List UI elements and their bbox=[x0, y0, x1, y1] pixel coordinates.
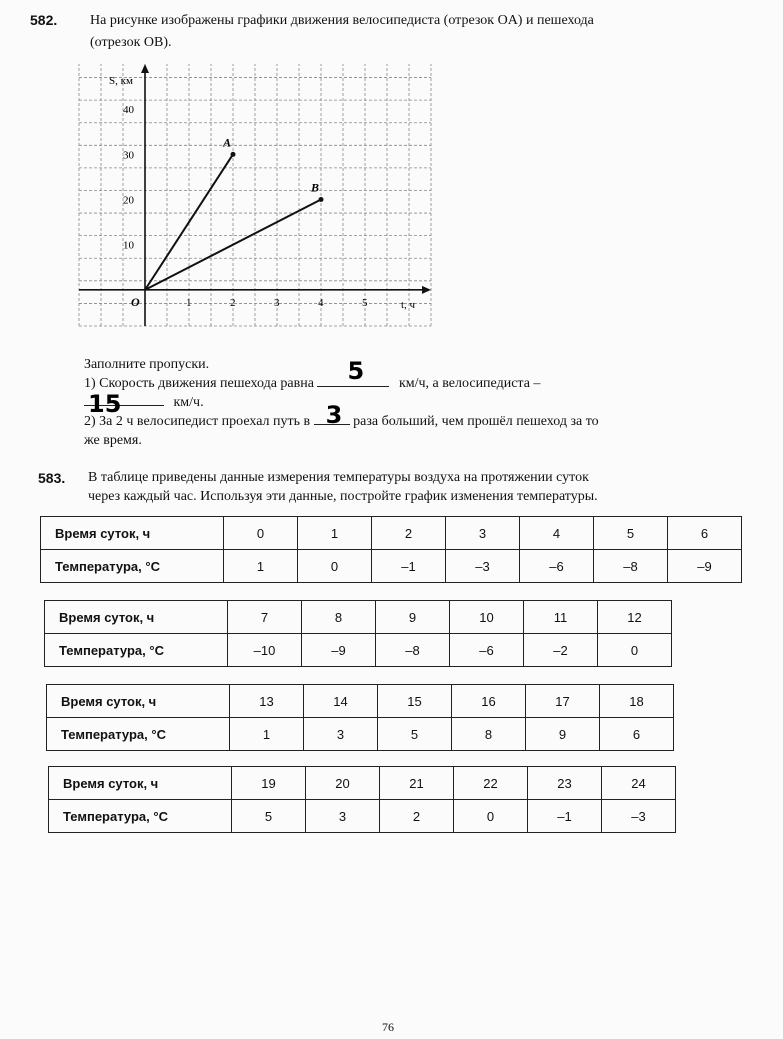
row-label-time: Время суток, ч bbox=[49, 767, 232, 800]
x-tick-label: 2 bbox=[230, 296, 236, 309]
x-tick-label: 4 bbox=[318, 296, 324, 309]
table-row-temp bbox=[45, 634, 672, 667]
y-axis-arrow bbox=[141, 64, 149, 73]
q2-end: раза больший, чем прошёл пешеход за то bbox=[353, 414, 599, 429]
hour-cell: 17 bbox=[526, 685, 600, 718]
origin-label: O bbox=[131, 294, 140, 309]
hour-cell: 13 bbox=[230, 685, 304, 718]
x-tick-label: 5 bbox=[362, 296, 368, 309]
hour-cell: 11 bbox=[524, 601, 598, 634]
y-axis-label: S, км bbox=[109, 75, 133, 87]
table-row-time bbox=[41, 517, 742, 550]
problem-582-text-line2: (отрезок OB). bbox=[90, 35, 172, 50]
hour-cell: 7 bbox=[228, 601, 302, 634]
hour-cell: 2 bbox=[372, 517, 446, 550]
temp-cell: –6 bbox=[520, 550, 594, 583]
temp-cell: –8 bbox=[376, 634, 450, 667]
temperature-table-2 bbox=[44, 600, 672, 667]
q1-start: 1) Скорость движения пешехода равна bbox=[84, 376, 314, 391]
hour-cell: 15 bbox=[378, 685, 452, 718]
temp-cell: –3 bbox=[602, 800, 676, 833]
hour-cell: 12 bbox=[598, 601, 672, 634]
temp-cell: –2 bbox=[524, 634, 598, 667]
temperature-table-4 bbox=[48, 766, 676, 833]
hour-cell: 20 bbox=[306, 767, 380, 800]
problem-583-number: 583. bbox=[38, 470, 66, 486]
hour-cell: 16 bbox=[452, 685, 526, 718]
hour-cell: 0 bbox=[224, 517, 298, 550]
problem-583-text-line2: через каждый час. Используя эти данные, постройте график изменения температуры. bbox=[88, 489, 598, 504]
table-row-temp bbox=[47, 718, 674, 751]
hour-cell: 23 bbox=[528, 767, 602, 800]
q2-answer-blank[interactable] bbox=[314, 401, 350, 429]
x-axis-label: t, ч bbox=[401, 298, 416, 311]
x-tick-label: 3 bbox=[274, 296, 280, 309]
temp-cell: 2 bbox=[380, 800, 454, 833]
temp-cell: –9 bbox=[302, 634, 376, 667]
x-tick-label: 1 bbox=[186, 296, 192, 309]
temp-cell: 5 bbox=[232, 800, 306, 833]
temp-cell: 5 bbox=[378, 718, 452, 751]
q1-answer-blank[interactable] bbox=[317, 357, 389, 387]
temperature-table-3 bbox=[46, 684, 674, 751]
temp-cell: 3 bbox=[306, 800, 380, 833]
problem-583-text-line1: В таблице приведены данные измерения температуры воздуха на протяжении суток bbox=[88, 470, 589, 485]
table-row-temp bbox=[41, 550, 742, 583]
question-1-line2 bbox=[84, 390, 204, 418]
table-row-time bbox=[45, 601, 672, 634]
temperature-table-1 bbox=[40, 516, 742, 583]
hour-cell: 14 bbox=[304, 685, 378, 718]
row-label-time: Время суток, ч bbox=[47, 685, 230, 718]
y-tick-label: 20 bbox=[123, 194, 134, 207]
temp-cell: –1 bbox=[528, 800, 602, 833]
series-label-B: B bbox=[311, 180, 320, 195]
hour-cell: 4 bbox=[520, 517, 594, 550]
hour-cell: 24 bbox=[602, 767, 676, 800]
fill-prompt: Заполните пропуски. bbox=[84, 357, 210, 372]
temp-cell: –8 bbox=[594, 550, 668, 583]
series-endpoint-A bbox=[231, 152, 236, 157]
page-number: 76 bbox=[382, 1020, 394, 1034]
q1-end: км/ч. bbox=[173, 395, 204, 410]
temp-cell: –10 bbox=[228, 634, 302, 667]
table-row-temp bbox=[49, 800, 676, 833]
q1-answer: 5 bbox=[347, 357, 365, 385]
q1-answer2-blank[interactable] bbox=[84, 390, 164, 418]
hour-cell: 6 bbox=[668, 517, 742, 550]
series-endpoint-B bbox=[319, 197, 324, 202]
hour-cell: 22 bbox=[454, 767, 528, 800]
y-tick-label: 30 bbox=[123, 149, 134, 162]
hour-cell: 3 bbox=[446, 517, 520, 550]
hour-cell: 19 bbox=[232, 767, 306, 800]
hour-cell: 10 bbox=[450, 601, 524, 634]
temp-cell: 8 bbox=[452, 718, 526, 751]
temp-cell: 0 bbox=[598, 634, 672, 667]
temp-cell: 1 bbox=[230, 718, 304, 751]
row-label-temp: Температура, °С bbox=[49, 800, 232, 833]
temp-cell: –9 bbox=[668, 550, 742, 583]
problem-582-number: 582. bbox=[30, 12, 58, 28]
table-row-time bbox=[47, 685, 674, 718]
temp-cell: 6 bbox=[600, 718, 674, 751]
temp-cell: –6 bbox=[450, 634, 524, 667]
row-label-temp: Температура, °С bbox=[45, 634, 228, 667]
row-label-temp: Температура, °С bbox=[41, 550, 224, 583]
temp-cell: 0 bbox=[454, 800, 528, 833]
y-tick-label: 40 bbox=[123, 104, 134, 117]
table-row-time bbox=[49, 767, 676, 800]
temp-cell: 0 bbox=[298, 550, 372, 583]
question-2-line2: же время. bbox=[84, 433, 142, 448]
q1-answer2: 15 bbox=[88, 390, 122, 418]
q1-mid: км/ч, а велосипедиста – bbox=[398, 376, 541, 391]
temp-cell: –1 bbox=[372, 550, 446, 583]
hour-cell: 5 bbox=[594, 517, 668, 550]
temp-cell: 1 bbox=[224, 550, 298, 583]
temp-cell: 9 bbox=[526, 718, 600, 751]
hour-cell: 1 bbox=[298, 517, 372, 550]
row-label-time: Время суток, ч bbox=[41, 517, 224, 550]
row-label-time: Время суток, ч bbox=[45, 601, 228, 634]
hour-cell: 21 bbox=[380, 767, 454, 800]
motion-graph bbox=[75, 60, 445, 340]
hour-cell: 9 bbox=[376, 601, 450, 634]
y-tick-label: 10 bbox=[123, 239, 134, 252]
hour-cell: 18 bbox=[600, 685, 674, 718]
series-label-A: A bbox=[223, 135, 232, 150]
x-axis-arrow bbox=[422, 286, 431, 294]
temp-cell: –3 bbox=[446, 550, 520, 583]
row-label-temp: Температура, °С bbox=[47, 718, 230, 751]
hour-cell: 8 bbox=[302, 601, 376, 634]
problem-582-text-line1: На рисунке изображены графики движения велосипедиста (отрезок OA) и пешехода bbox=[90, 13, 594, 28]
q2-answer: 3 bbox=[325, 401, 343, 429]
temp-cell: 3 bbox=[304, 718, 378, 751]
q2-start: 2) За 2 ч велосипедист проехал путь в bbox=[84, 414, 311, 429]
